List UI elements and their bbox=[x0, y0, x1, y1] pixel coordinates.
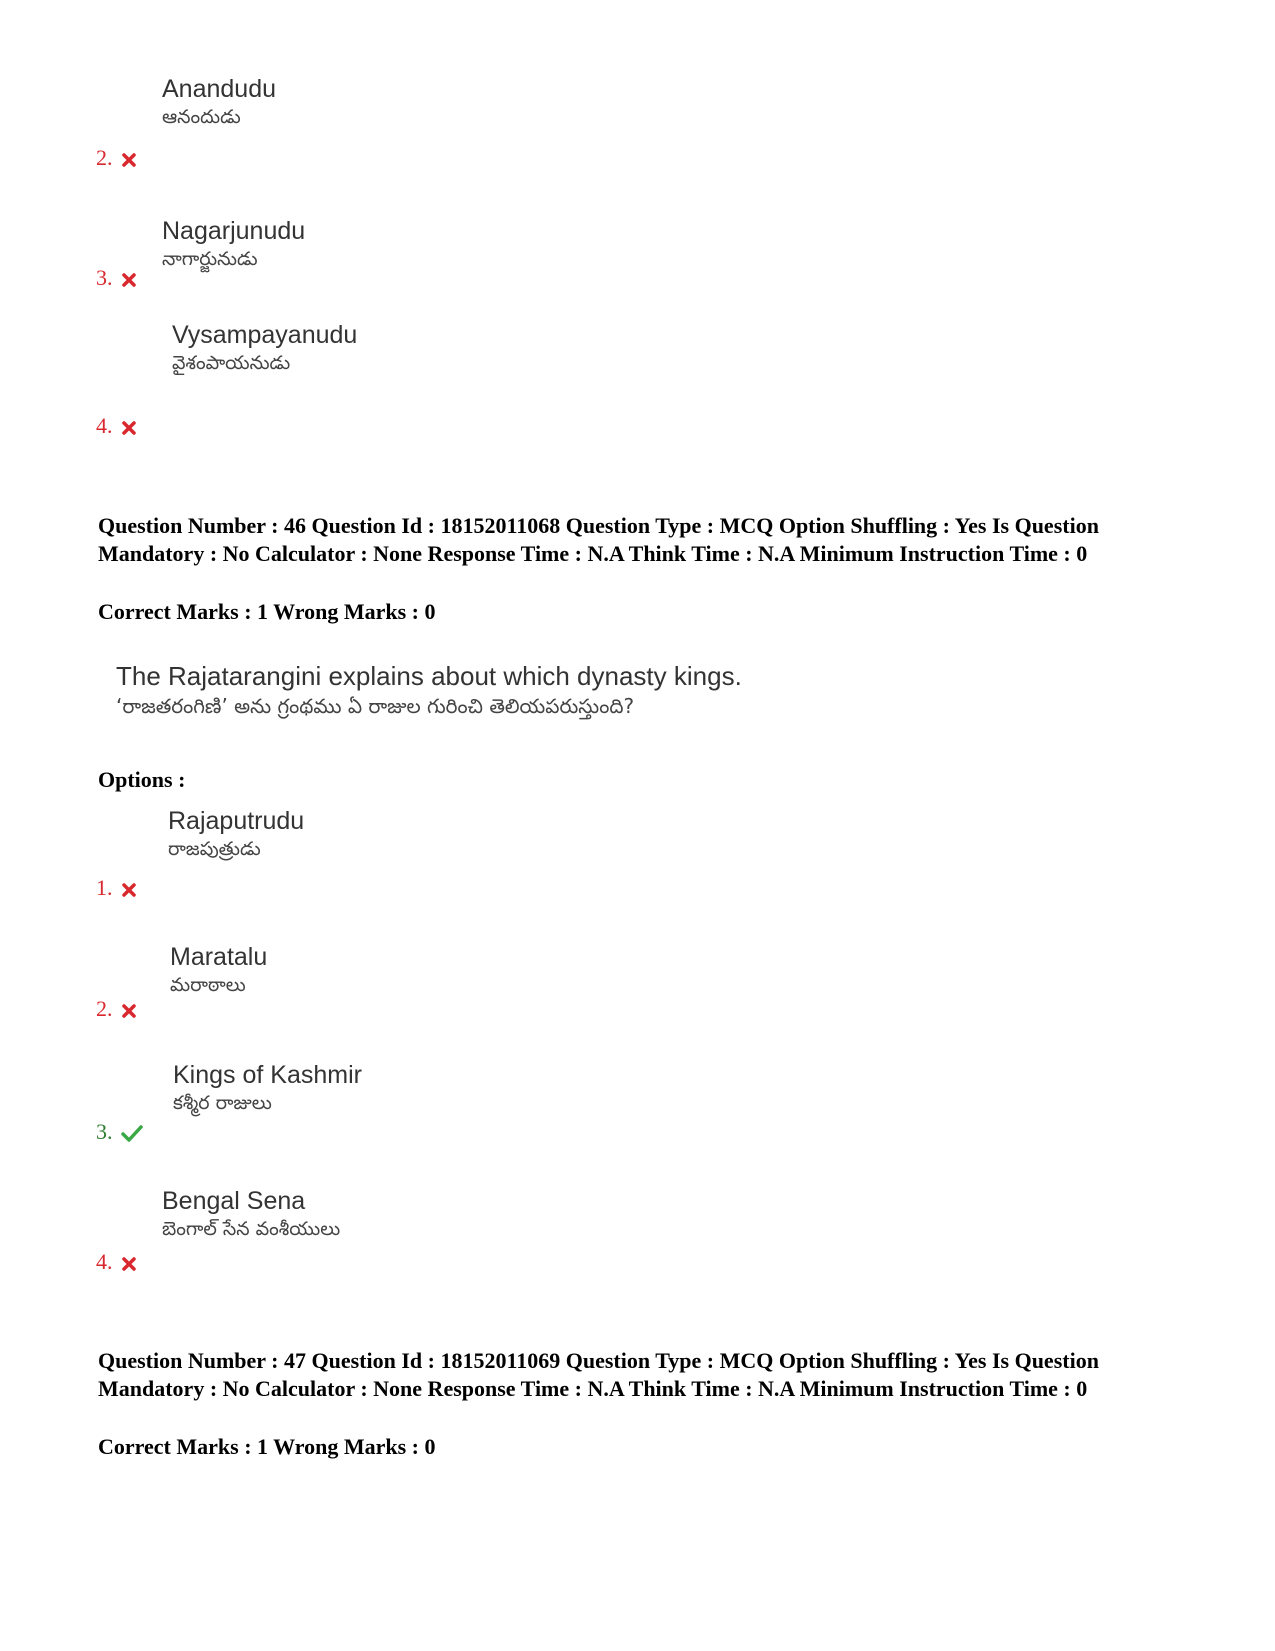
option-english: Maratalu bbox=[170, 943, 268, 971]
option-english: Nagarjunudu bbox=[162, 217, 306, 245]
option-telugu: మరాఠాలు bbox=[170, 974, 246, 996]
option-number-label: 3. bbox=[96, 265, 113, 290]
option-telugu: కశ్మీర రాజులు bbox=[173, 1092, 272, 1114]
option-image bbox=[168, 806, 304, 862]
option-number-label: 2. bbox=[96, 145, 113, 170]
option-number-label: 3. bbox=[96, 1119, 113, 1144]
cross-icon bbox=[121, 152, 137, 168]
option-number-label: 1. bbox=[96, 875, 113, 900]
cross-icon bbox=[121, 420, 137, 436]
option-english: Anandudu bbox=[162, 75, 277, 103]
cross-icon bbox=[121, 882, 137, 898]
option-number bbox=[96, 1250, 137, 1274]
option-telugu: ఆనందుడు bbox=[162, 106, 241, 128]
option-number bbox=[96, 876, 137, 900]
option-telugu: వైశంపాయనుడు bbox=[172, 352, 291, 374]
option-telugu: బెంగాల్ సేన వంశీయులు bbox=[162, 1218, 341, 1240]
question-text-image bbox=[116, 660, 742, 720]
check-icon bbox=[121, 1125, 143, 1143]
option-telugu: నాగార్జునుడు bbox=[162, 248, 258, 270]
option-number-label: 4. bbox=[96, 413, 113, 438]
option-number bbox=[96, 997, 137, 1021]
cross-icon bbox=[121, 1003, 137, 1019]
option-english: Bengal Sena bbox=[162, 1187, 306, 1215]
option-number bbox=[96, 414, 137, 438]
option-telugu: రాజపుత్రుడు bbox=[168, 838, 261, 860]
option-english: Kings of Kashmir bbox=[173, 1061, 362, 1089]
option-number bbox=[96, 146, 137, 170]
question-marks: Correct Marks : 1 Wrong Marks : 0 bbox=[98, 599, 436, 624]
option-image bbox=[162, 216, 305, 272]
question-telugu: ‘రాజతరంగిణి’ అను గ్రంథము ఏ రాజుల గురించి తెలియపరుస్తుంది? bbox=[116, 694, 635, 718]
question-english: The Rajatarangini explains about which dynasty kings. bbox=[116, 661, 742, 691]
question-meta: Question Number : 46 Question Id : 18152011068 Question Type : MCQ Option Shuffling : Yes Is Question Mandatory : No Calculator : None Response Time : N.A Think Time : N.A Minimum Instruction Time : 0 bbox=[98, 513, 1099, 566]
option-image bbox=[173, 1060, 362, 1116]
option-number bbox=[96, 266, 137, 290]
cross-icon bbox=[121, 272, 137, 288]
question-marks: Correct Marks : 1 Wrong Marks : 0 bbox=[98, 1434, 436, 1459]
option-english: Vysampayanudu bbox=[172, 321, 358, 349]
option-english: Rajaputrudu bbox=[168, 807, 305, 835]
options-label: Options : bbox=[98, 767, 186, 792]
option-image bbox=[172, 320, 357, 376]
question-meta: Question Number : 47 Question Id : 18152011069 Question Type : MCQ Option Shuffling : Yes Is Question Mandatory : No Calculator : None Response Time : N.A Think Time : N.A Minimum Instruction Time : 0 bbox=[98, 1348, 1099, 1401]
cross-icon bbox=[121, 1256, 137, 1272]
option-number-label: 2. bbox=[96, 996, 113, 1021]
option-image bbox=[162, 1186, 340, 1242]
option-image bbox=[162, 74, 276, 130]
option-number-label: 4. bbox=[96, 1249, 113, 1274]
option-image bbox=[170, 942, 267, 998]
option-number bbox=[96, 1120, 143, 1144]
